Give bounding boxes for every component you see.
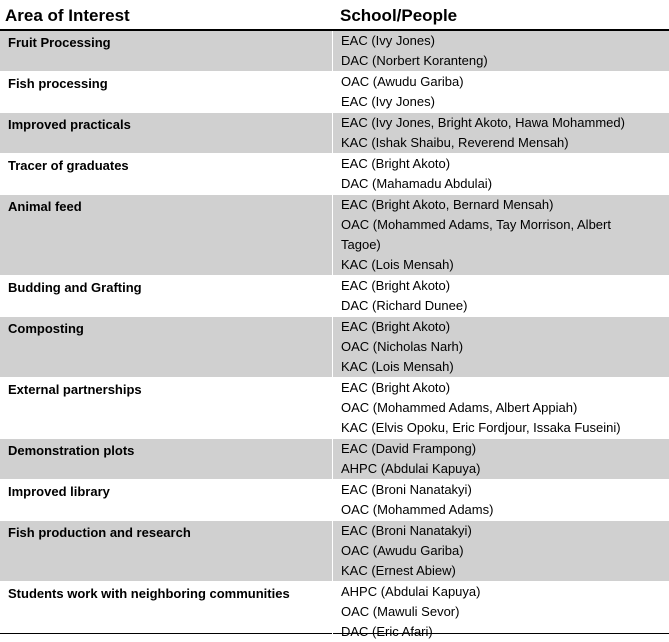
area-of-interest-cell: Students work with neighboring communities	[0, 582, 333, 642]
school-people-entry: KAC (Lois Mensah)	[341, 359, 454, 374]
header-school-people: School/People	[340, 6, 458, 25]
school-people-cell	[333, 31, 669, 71]
area-of-interest-cell: Tracer of graduates	[0, 154, 333, 194]
school-people-entry: OAC (Awudu Gariba)	[341, 74, 464, 89]
area-of-interest-cell: Composting	[0, 317, 333, 377]
area-of-interest-cell: Demonstration plots	[0, 439, 333, 479]
table-row	[0, 31, 669, 72]
table-row	[0, 154, 669, 195]
table-row	[0, 72, 669, 113]
school-people-entry: OAC (Mohammed Adams, Albert Appiah)	[341, 400, 578, 415]
school-people-entry: DAC (Richard Dunee)	[341, 298, 468, 313]
table-row	[0, 276, 669, 317]
school-people-cell	[333, 154, 669, 194]
table-row	[0, 521, 669, 582]
school-people-entry: EAC (Broni Nanatakyi)	[341, 523, 472, 538]
school-people-cell	[333, 113, 669, 153]
school-people-cell	[333, 72, 669, 112]
area-of-interest-cell: Animal feed	[0, 195, 333, 275]
area-of-interest-cell: Budding and Grafting	[0, 276, 333, 316]
area-of-interest-cell: Improved practicals	[0, 113, 333, 153]
school-people-entry: DAC (Norbert Koranteng)	[341, 53, 488, 68]
school-people-cell	[333, 582, 669, 642]
school-people-entry: EAC (Bright Akoto)	[341, 278, 451, 293]
school-people-entry: EAC (Broni Nanatakyi)	[341, 482, 472, 497]
school-people-entry: EAC (Bright Akoto, Bernard Mensah)	[341, 197, 554, 212]
school-people-entry: EAC (Ivy Jones, Bright Akoto, Hawa Mohammed)	[341, 115, 625, 130]
school-people-entry: DAC (Mahamadu Abdulai)	[341, 176, 493, 191]
school-people-entry: AHPC (Abdulai Kapuya)	[341, 461, 481, 476]
school-people-entry: OAC (Nicholas Narh)	[341, 339, 464, 354]
table-row	[0, 378, 669, 439]
table-row	[0, 195, 669, 276]
school-people-entry: OAC (Awudu Gariba)	[341, 543, 464, 558]
school-people-entry: EAC (Bright Akoto)	[341, 156, 451, 171]
area-of-interest-cell: Fish production and research	[0, 521, 333, 581]
school-people-entry: OAC (Mohammed Adams)	[341, 502, 494, 517]
school-people-cell	[333, 439, 669, 479]
school-people-entry: AHPC (Abdulai Kapuya)	[341, 584, 481, 599]
school-people-entry: EAC (David Frampong)	[341, 441, 477, 456]
table-row	[0, 480, 669, 521]
area-of-interest-cell: Fish processing	[0, 72, 333, 112]
school-people-entry: Tagoe)	[341, 237, 381, 252]
school-people-entry: KAC (Elvis Opoku, Eric Fordjour, Issaka Fuseini)	[341, 420, 621, 435]
school-people-entry: OAC (Mohammed Adams, Tay Morrison, Albert	[341, 217, 611, 232]
school-people-entry: DAC (Eric Afari)	[341, 624, 433, 639]
school-people-entry: OAC (Mawuli Sevor)	[341, 604, 460, 619]
school-people-cell	[333, 195, 669, 275]
table-row	[0, 439, 669, 480]
area-of-interest-cell: Fruit Processing	[0, 31, 333, 71]
area-of-interest-cell: Improved library	[0, 480, 333, 520]
school-people-cell	[333, 378, 669, 438]
table-row	[0, 113, 669, 154]
school-people-cell	[333, 276, 669, 316]
school-people-entry: KAC (Lois Mensah)	[341, 257, 454, 272]
school-people-entry: KAC (Ishak Shaibu, Reverend Mensah)	[341, 135, 569, 150]
table-row	[0, 582, 669, 642]
school-people-entry: EAC (Bright Akoto)	[341, 380, 451, 395]
header-area-of-interest: Area of Interest	[5, 6, 130, 25]
school-people-entry: KAC (Ernest Abiew)	[341, 563, 456, 578]
school-people-cell	[333, 317, 669, 377]
school-people-cell	[333, 521, 669, 581]
area-of-interest-cell: External partnerships	[0, 378, 333, 438]
school-people-entry: EAC (Bright Akoto)	[341, 319, 451, 334]
table-row	[0, 317, 669, 378]
school-people-cell	[333, 480, 669, 520]
school-people-entry: EAC (Ivy Jones)	[341, 33, 435, 48]
table-body	[0, 31, 669, 642]
table-header	[0, 0, 669, 31]
school-people-entry: EAC (Ivy Jones)	[341, 94, 435, 109]
